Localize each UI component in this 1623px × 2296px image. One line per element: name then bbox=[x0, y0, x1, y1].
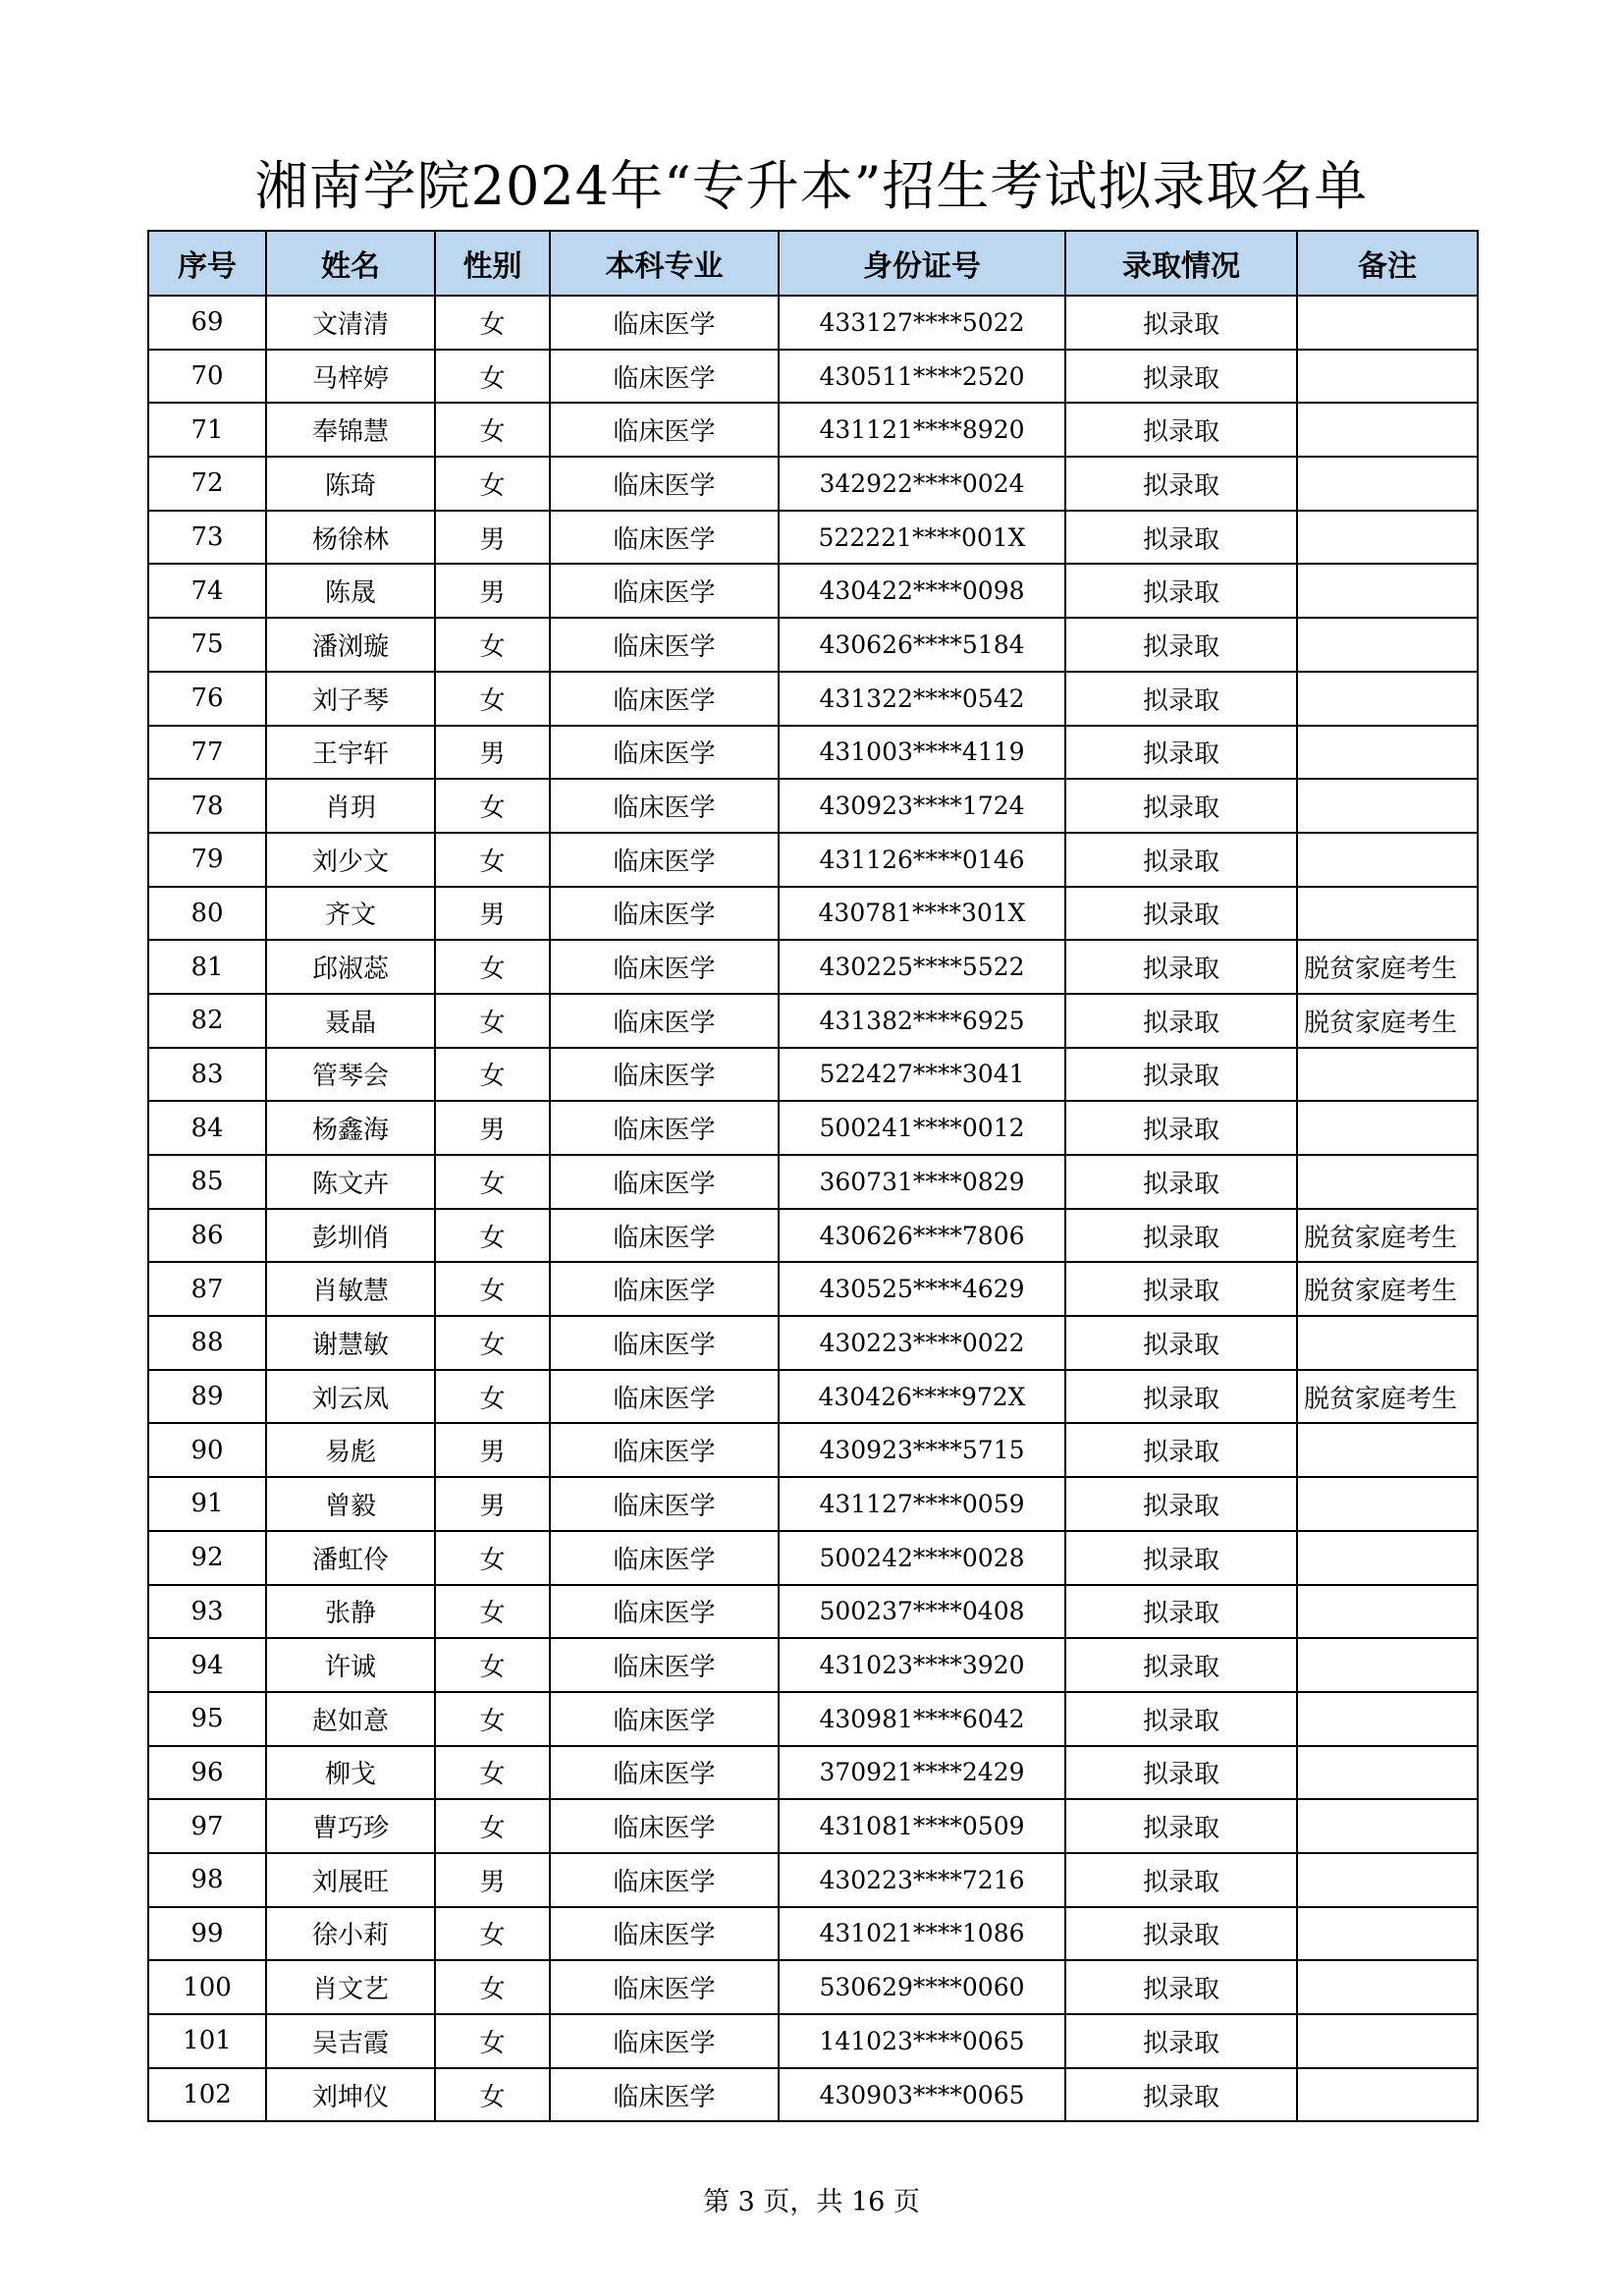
cell-major: 临床医学 bbox=[550, 1477, 779, 1531]
cell-major: 临床医学 bbox=[550, 1907, 779, 1961]
table-row bbox=[148, 618, 1478, 672]
cell-note: 脱贫家庭考生 bbox=[1297, 1209, 1478, 1263]
cell-note bbox=[1297, 1638, 1478, 1692]
cell-status: 拟录取 bbox=[1065, 1101, 1297, 1155]
cell-note bbox=[1297, 1316, 1478, 1370]
cell-note: 脱贫家庭考生 bbox=[1297, 1262, 1478, 1316]
cell-name: 陈文卉 bbox=[266, 1155, 435, 1209]
cell-name: 易彪 bbox=[266, 1423, 435, 1477]
cell-id: 522427****3041 bbox=[779, 1048, 1065, 1102]
cell-major: 临床医学 bbox=[550, 1531, 779, 1585]
table-row bbox=[148, 296, 1478, 350]
col-header-seq: 序号 bbox=[148, 231, 266, 296]
table-row bbox=[148, 2014, 1478, 2068]
table-row bbox=[148, 1262, 1478, 1316]
cell-id: 430223****0022 bbox=[779, 1316, 1065, 1370]
cell-status: 拟录取 bbox=[1065, 1423, 1297, 1477]
cell-gender: 女 bbox=[435, 350, 550, 404]
cell-name: 赵如意 bbox=[266, 1692, 435, 1746]
table-row bbox=[148, 1316, 1478, 1370]
cell-name: 潘浏璇 bbox=[266, 618, 435, 672]
cell-id: 430781****301X bbox=[779, 887, 1065, 941]
cell-gender: 女 bbox=[435, 1209, 550, 1263]
cell-major: 临床医学 bbox=[550, 833, 779, 887]
cell-note bbox=[1297, 726, 1478, 780]
cell-seq: 98 bbox=[148, 1853, 266, 1907]
cell-note bbox=[1297, 2068, 1478, 2122]
cell-major: 临床医学 bbox=[550, 296, 779, 350]
cell-id: 431322****0542 bbox=[779, 672, 1065, 726]
cell-status: 拟录取 bbox=[1065, 994, 1297, 1048]
cell-id: 430426****972X bbox=[779, 1370, 1065, 1424]
cell-major: 临床医学 bbox=[550, 726, 779, 780]
cell-note bbox=[1297, 1101, 1478, 1155]
table-row bbox=[148, 1531, 1478, 1585]
cell-note bbox=[1297, 618, 1478, 672]
col-header-major: 本科专业 bbox=[550, 231, 779, 296]
cell-id: 522221****001X bbox=[779, 511, 1065, 565]
table-row bbox=[148, 350, 1478, 404]
table-row bbox=[148, 726, 1478, 780]
cell-note bbox=[1297, 296, 1478, 350]
cell-gender: 女 bbox=[435, 1048, 550, 1102]
cell-name: 王宇轩 bbox=[266, 726, 435, 780]
cell-id: 430981****6042 bbox=[779, 1692, 1065, 1746]
cell-gender: 男 bbox=[435, 1101, 550, 1155]
cell-seq: 102 bbox=[148, 2068, 266, 2122]
cell-status: 拟录取 bbox=[1065, 1853, 1297, 1907]
cell-name: 刘少文 bbox=[266, 833, 435, 887]
cell-seq: 78 bbox=[148, 779, 266, 833]
cell-seq: 90 bbox=[148, 1423, 266, 1477]
table-row bbox=[148, 672, 1478, 726]
cell-name: 陈琦 bbox=[266, 457, 435, 511]
table-row bbox=[148, 1423, 1478, 1477]
cell-status: 拟录取 bbox=[1065, 1638, 1297, 1692]
cell-seq: 86 bbox=[148, 1209, 266, 1263]
col-header-gender: 性别 bbox=[435, 231, 550, 296]
cell-gender: 女 bbox=[435, 779, 550, 833]
cell-major: 临床医学 bbox=[550, 887, 779, 941]
cell-id: 500237****0408 bbox=[779, 1585, 1065, 1639]
cell-seq: 101 bbox=[148, 2014, 266, 2068]
table-row bbox=[148, 1585, 1478, 1639]
cell-gender: 男 bbox=[435, 564, 550, 618]
cell-status: 拟录取 bbox=[1065, 779, 1297, 833]
cell-gender: 女 bbox=[435, 1960, 550, 2014]
cell-major: 临床医学 bbox=[550, 940, 779, 994]
table-row bbox=[148, 1155, 1478, 1209]
cell-major: 临床医学 bbox=[550, 1799, 779, 1853]
cell-gender: 男 bbox=[435, 887, 550, 941]
cell-note bbox=[1297, 1531, 1478, 1585]
cell-gender: 女 bbox=[435, 1746, 550, 1800]
cell-seq: 94 bbox=[148, 1638, 266, 1692]
cell-gender: 女 bbox=[435, 1531, 550, 1585]
cell-name: 曾毅 bbox=[266, 1477, 435, 1531]
cell-seq: 82 bbox=[148, 994, 266, 1048]
cell-note bbox=[1297, 779, 1478, 833]
cell-seq: 73 bbox=[148, 511, 266, 565]
cell-major: 临床医学 bbox=[550, 2068, 779, 2122]
cell-status: 拟录取 bbox=[1065, 1209, 1297, 1263]
cell-note bbox=[1297, 1799, 1478, 1853]
cell-seq: 83 bbox=[148, 1048, 266, 1102]
cell-id: 500242****0028 bbox=[779, 1531, 1065, 1585]
table-row bbox=[148, 403, 1478, 457]
cell-major: 临床医学 bbox=[550, 779, 779, 833]
cell-gender: 女 bbox=[435, 1155, 550, 1209]
cell-gender: 女 bbox=[435, 1262, 550, 1316]
cell-name: 陈晟 bbox=[266, 564, 435, 618]
cell-id: 500241****0012 bbox=[779, 1101, 1065, 1155]
cell-status: 拟录取 bbox=[1065, 1316, 1297, 1370]
table-row bbox=[148, 1209, 1478, 1263]
admission-table bbox=[147, 230, 1479, 2122]
cell-name: 刘云凤 bbox=[266, 1370, 435, 1424]
cell-name: 柳戈 bbox=[266, 1746, 435, 1800]
cell-major: 临床医学 bbox=[550, 1209, 779, 1263]
cell-note bbox=[1297, 564, 1478, 618]
cell-name: 齐文 bbox=[266, 887, 435, 941]
cell-id: 430626****7806 bbox=[779, 1209, 1065, 1263]
table-row bbox=[148, 1692, 1478, 1746]
cell-status: 拟录取 bbox=[1065, 1960, 1297, 2014]
cell-status: 拟录取 bbox=[1065, 511, 1297, 565]
cell-seq: 81 bbox=[148, 940, 266, 994]
table-header-row bbox=[148, 231, 1478, 296]
cell-major: 临床医学 bbox=[550, 1585, 779, 1639]
cell-seq: 87 bbox=[148, 1262, 266, 1316]
cell-name: 杨徐林 bbox=[266, 511, 435, 565]
table-row bbox=[148, 1638, 1478, 1692]
cell-id: 530629****0060 bbox=[779, 1960, 1065, 2014]
col-header-note: 备注 bbox=[1297, 231, 1478, 296]
cell-name: 肖玥 bbox=[266, 779, 435, 833]
cell-major: 临床医学 bbox=[550, 1370, 779, 1424]
cell-gender: 女 bbox=[435, 296, 550, 350]
cell-note bbox=[1297, 1960, 1478, 2014]
cell-id: 430225****5522 bbox=[779, 940, 1065, 994]
table-row bbox=[148, 887, 1478, 941]
cell-note bbox=[1297, 1853, 1478, 1907]
cell-status: 拟录取 bbox=[1065, 887, 1297, 941]
cell-name: 聂晶 bbox=[266, 994, 435, 1048]
cell-id: 431127****0059 bbox=[779, 1477, 1065, 1531]
col-header-status: 录取情况 bbox=[1065, 231, 1297, 296]
cell-id: 430422****0098 bbox=[779, 564, 1065, 618]
cell-seq: 74 bbox=[148, 564, 266, 618]
cell-status: 拟录取 bbox=[1065, 296, 1297, 350]
cell-name: 吴吉霞 bbox=[266, 2014, 435, 2068]
page-title: 湘南学院2024年“专升本”招生考试拟录取名单 bbox=[254, 155, 1369, 217]
cell-seq: 97 bbox=[148, 1799, 266, 1853]
table-row bbox=[148, 1746, 1478, 1800]
cell-seq: 99 bbox=[148, 1907, 266, 1961]
cell-major: 临床医学 bbox=[550, 1692, 779, 1746]
cell-gender: 女 bbox=[435, 672, 550, 726]
cell-gender: 女 bbox=[435, 457, 550, 511]
cell-seq: 91 bbox=[148, 1477, 266, 1531]
cell-seq: 85 bbox=[148, 1155, 266, 1209]
cell-name: 刘展旺 bbox=[266, 1853, 435, 1907]
cell-name: 文清清 bbox=[266, 296, 435, 350]
cell-seq: 100 bbox=[148, 1960, 266, 2014]
cell-note: 脱贫家庭考生 bbox=[1297, 940, 1478, 994]
cell-id: 431121****8920 bbox=[779, 403, 1065, 457]
cell-id: 431003****4119 bbox=[779, 726, 1065, 780]
col-header-id: 身份证号 bbox=[779, 231, 1065, 296]
cell-id: 430626****5184 bbox=[779, 618, 1065, 672]
cell-seq: 93 bbox=[148, 1585, 266, 1639]
table-row bbox=[148, 2068, 1478, 2122]
cell-name: 杨鑫海 bbox=[266, 1101, 435, 1155]
cell-status: 拟录取 bbox=[1065, 1585, 1297, 1639]
cell-name: 张静 bbox=[266, 1585, 435, 1639]
cell-note bbox=[1297, 403, 1478, 457]
cell-name: 许诚 bbox=[266, 1638, 435, 1692]
table-row bbox=[148, 1907, 1478, 1961]
cell-note bbox=[1297, 887, 1478, 941]
cell-name: 肖敏慧 bbox=[266, 1262, 435, 1316]
cell-id: 433127****5022 bbox=[779, 296, 1065, 350]
table-row bbox=[148, 940, 1478, 994]
table-row bbox=[148, 1960, 1478, 2014]
cell-major: 临床医学 bbox=[550, 994, 779, 1048]
table-row bbox=[148, 779, 1478, 833]
cell-status: 拟录取 bbox=[1065, 1048, 1297, 1102]
cell-gender: 男 bbox=[435, 1477, 550, 1531]
cell-note bbox=[1297, 1907, 1478, 1961]
cell-gender: 女 bbox=[435, 618, 550, 672]
cell-id: 431126****0146 bbox=[779, 833, 1065, 887]
cell-name: 潘虹伶 bbox=[266, 1531, 435, 1585]
cell-major: 临床医学 bbox=[550, 1262, 779, 1316]
cell-seq: 95 bbox=[148, 1692, 266, 1746]
cell-id: 430903****0065 bbox=[779, 2068, 1065, 2122]
col-header-name: 姓名 bbox=[266, 231, 435, 296]
cell-note bbox=[1297, 457, 1478, 511]
cell-major: 临床医学 bbox=[550, 350, 779, 404]
cell-seq: 75 bbox=[148, 618, 266, 672]
table-row bbox=[148, 457, 1478, 511]
cell-major: 临床医学 bbox=[550, 1155, 779, 1209]
cell-seq: 96 bbox=[148, 1746, 266, 1800]
cell-gender: 女 bbox=[435, 1907, 550, 1961]
cell-seq: 84 bbox=[148, 1101, 266, 1155]
cell-major: 临床医学 bbox=[550, 1101, 779, 1155]
cell-name: 刘坤仪 bbox=[266, 2068, 435, 2122]
cell-note bbox=[1297, 1423, 1478, 1477]
cell-major: 临床医学 bbox=[550, 1960, 779, 2014]
cell-note bbox=[1297, 833, 1478, 887]
cell-seq: 76 bbox=[148, 672, 266, 726]
cell-major: 临床医学 bbox=[550, 1853, 779, 1907]
cell-seq: 77 bbox=[148, 726, 266, 780]
cell-status: 拟录取 bbox=[1065, 1262, 1297, 1316]
cell-gender: 女 bbox=[435, 403, 550, 457]
cell-gender: 女 bbox=[435, 1799, 550, 1853]
cell-seq: 88 bbox=[148, 1316, 266, 1370]
cell-note: 脱贫家庭考生 bbox=[1297, 1370, 1478, 1424]
cell-name: 曹巧珍 bbox=[266, 1799, 435, 1853]
cell-name: 肖文艺 bbox=[266, 1960, 435, 2014]
cell-status: 拟录取 bbox=[1065, 2014, 1297, 2068]
cell-major: 临床医学 bbox=[550, 672, 779, 726]
cell-major: 临床医学 bbox=[550, 403, 779, 457]
cell-id: 430511****2520 bbox=[779, 350, 1065, 404]
cell-status: 拟录取 bbox=[1065, 726, 1297, 780]
cell-status: 拟录取 bbox=[1065, 833, 1297, 887]
cell-major: 临床医学 bbox=[550, 2014, 779, 2068]
cell-status: 拟录取 bbox=[1065, 1531, 1297, 1585]
cell-seq: 70 bbox=[148, 350, 266, 404]
cell-seq: 80 bbox=[148, 887, 266, 941]
cell-status: 拟录取 bbox=[1065, 1907, 1297, 1961]
cell-gender: 女 bbox=[435, 1316, 550, 1370]
cell-status: 拟录取 bbox=[1065, 564, 1297, 618]
cell-note bbox=[1297, 2014, 1478, 2068]
table-row bbox=[148, 1477, 1478, 1531]
cell-gender: 女 bbox=[435, 1370, 550, 1424]
table-row bbox=[148, 1799, 1478, 1853]
cell-id: 430525****4629 bbox=[779, 1262, 1065, 1316]
cell-gender: 女 bbox=[435, 940, 550, 994]
cell-gender: 女 bbox=[435, 994, 550, 1048]
cell-note bbox=[1297, 1692, 1478, 1746]
cell-id: 141023****0065 bbox=[779, 2014, 1065, 2068]
cell-name: 刘子琴 bbox=[266, 672, 435, 726]
table-row bbox=[148, 1101, 1478, 1155]
cell-note bbox=[1297, 1585, 1478, 1639]
cell-name: 管琴会 bbox=[266, 1048, 435, 1102]
table-row bbox=[148, 1853, 1478, 1907]
cell-major: 临床医学 bbox=[550, 1746, 779, 1800]
cell-major: 临床医学 bbox=[550, 618, 779, 672]
cell-id: 431081****0509 bbox=[779, 1799, 1065, 1853]
cell-note bbox=[1297, 1746, 1478, 1800]
table-row bbox=[148, 564, 1478, 618]
cell-major: 临床医学 bbox=[550, 1423, 779, 1477]
cell-seq: 69 bbox=[148, 296, 266, 350]
cell-gender: 男 bbox=[435, 1423, 550, 1477]
cell-note bbox=[1297, 1048, 1478, 1102]
page-footer: 第 3 页，共 16 页 bbox=[703, 2187, 920, 2217]
cell-status: 拟录取 bbox=[1065, 1746, 1297, 1800]
table-body bbox=[148, 296, 1478, 2121]
cell-id: 431023****3920 bbox=[779, 1638, 1065, 1692]
cell-id: 431021****1086 bbox=[779, 1907, 1065, 1961]
cell-seq: 92 bbox=[148, 1531, 266, 1585]
cell-major: 临床医学 bbox=[550, 511, 779, 565]
cell-gender: 女 bbox=[435, 1692, 550, 1746]
cell-note: 脱贫家庭考生 bbox=[1297, 994, 1478, 1048]
cell-gender: 女 bbox=[435, 2014, 550, 2068]
cell-status: 拟录取 bbox=[1065, 672, 1297, 726]
cell-name: 邱淑蕊 bbox=[266, 940, 435, 994]
cell-status: 拟录取 bbox=[1065, 457, 1297, 511]
cell-seq: 72 bbox=[148, 457, 266, 511]
cell-note bbox=[1297, 511, 1478, 565]
table-row bbox=[148, 994, 1478, 1048]
cell-note bbox=[1297, 350, 1478, 404]
cell-seq: 89 bbox=[148, 1370, 266, 1424]
cell-status: 拟录取 bbox=[1065, 2068, 1297, 2122]
cell-gender: 女 bbox=[435, 2068, 550, 2122]
cell-id: 431382****6925 bbox=[779, 994, 1065, 1048]
cell-status: 拟录取 bbox=[1065, 1799, 1297, 1853]
cell-status: 拟录取 bbox=[1065, 1477, 1297, 1531]
cell-name: 马梓婷 bbox=[266, 350, 435, 404]
cell-id: 360731****0829 bbox=[779, 1155, 1065, 1209]
cell-id: 430923****5715 bbox=[779, 1423, 1065, 1477]
cell-major: 临床医学 bbox=[550, 1316, 779, 1370]
cell-major: 临床医学 bbox=[550, 1048, 779, 1102]
cell-status: 拟录取 bbox=[1065, 618, 1297, 672]
cell-gender: 男 bbox=[435, 511, 550, 565]
cell-id: 342922****0024 bbox=[779, 457, 1065, 511]
cell-gender: 男 bbox=[435, 1853, 550, 1907]
cell-gender: 女 bbox=[435, 833, 550, 887]
cell-name: 谢慧敏 bbox=[266, 1316, 435, 1370]
cell-note bbox=[1297, 1477, 1478, 1531]
cell-seq: 71 bbox=[148, 403, 266, 457]
cell-major: 临床医学 bbox=[550, 1638, 779, 1692]
cell-note bbox=[1297, 1155, 1478, 1209]
cell-name: 徐小莉 bbox=[266, 1907, 435, 1961]
cell-note bbox=[1297, 672, 1478, 726]
cell-id: 430923****1724 bbox=[779, 779, 1065, 833]
cell-gender: 男 bbox=[435, 726, 550, 780]
cell-seq: 79 bbox=[148, 833, 266, 887]
table-row bbox=[148, 1048, 1478, 1102]
cell-status: 拟录取 bbox=[1065, 403, 1297, 457]
cell-status: 拟录取 bbox=[1065, 940, 1297, 994]
table-row bbox=[148, 1370, 1478, 1424]
table-row bbox=[148, 833, 1478, 887]
cell-gender: 女 bbox=[435, 1585, 550, 1639]
cell-status: 拟录取 bbox=[1065, 350, 1297, 404]
cell-id: 370921****2429 bbox=[779, 1746, 1065, 1800]
cell-status: 拟录取 bbox=[1065, 1370, 1297, 1424]
cell-status: 拟录取 bbox=[1065, 1155, 1297, 1209]
cell-status: 拟录取 bbox=[1065, 1692, 1297, 1746]
cell-gender: 女 bbox=[435, 1638, 550, 1692]
cell-major: 临床医学 bbox=[550, 457, 779, 511]
cell-name: 彭圳俏 bbox=[266, 1209, 435, 1263]
cell-id: 430223****7216 bbox=[779, 1853, 1065, 1907]
cell-major: 临床医学 bbox=[550, 564, 779, 618]
cell-name: 奉锦慧 bbox=[266, 403, 435, 457]
table-row bbox=[148, 511, 1478, 565]
